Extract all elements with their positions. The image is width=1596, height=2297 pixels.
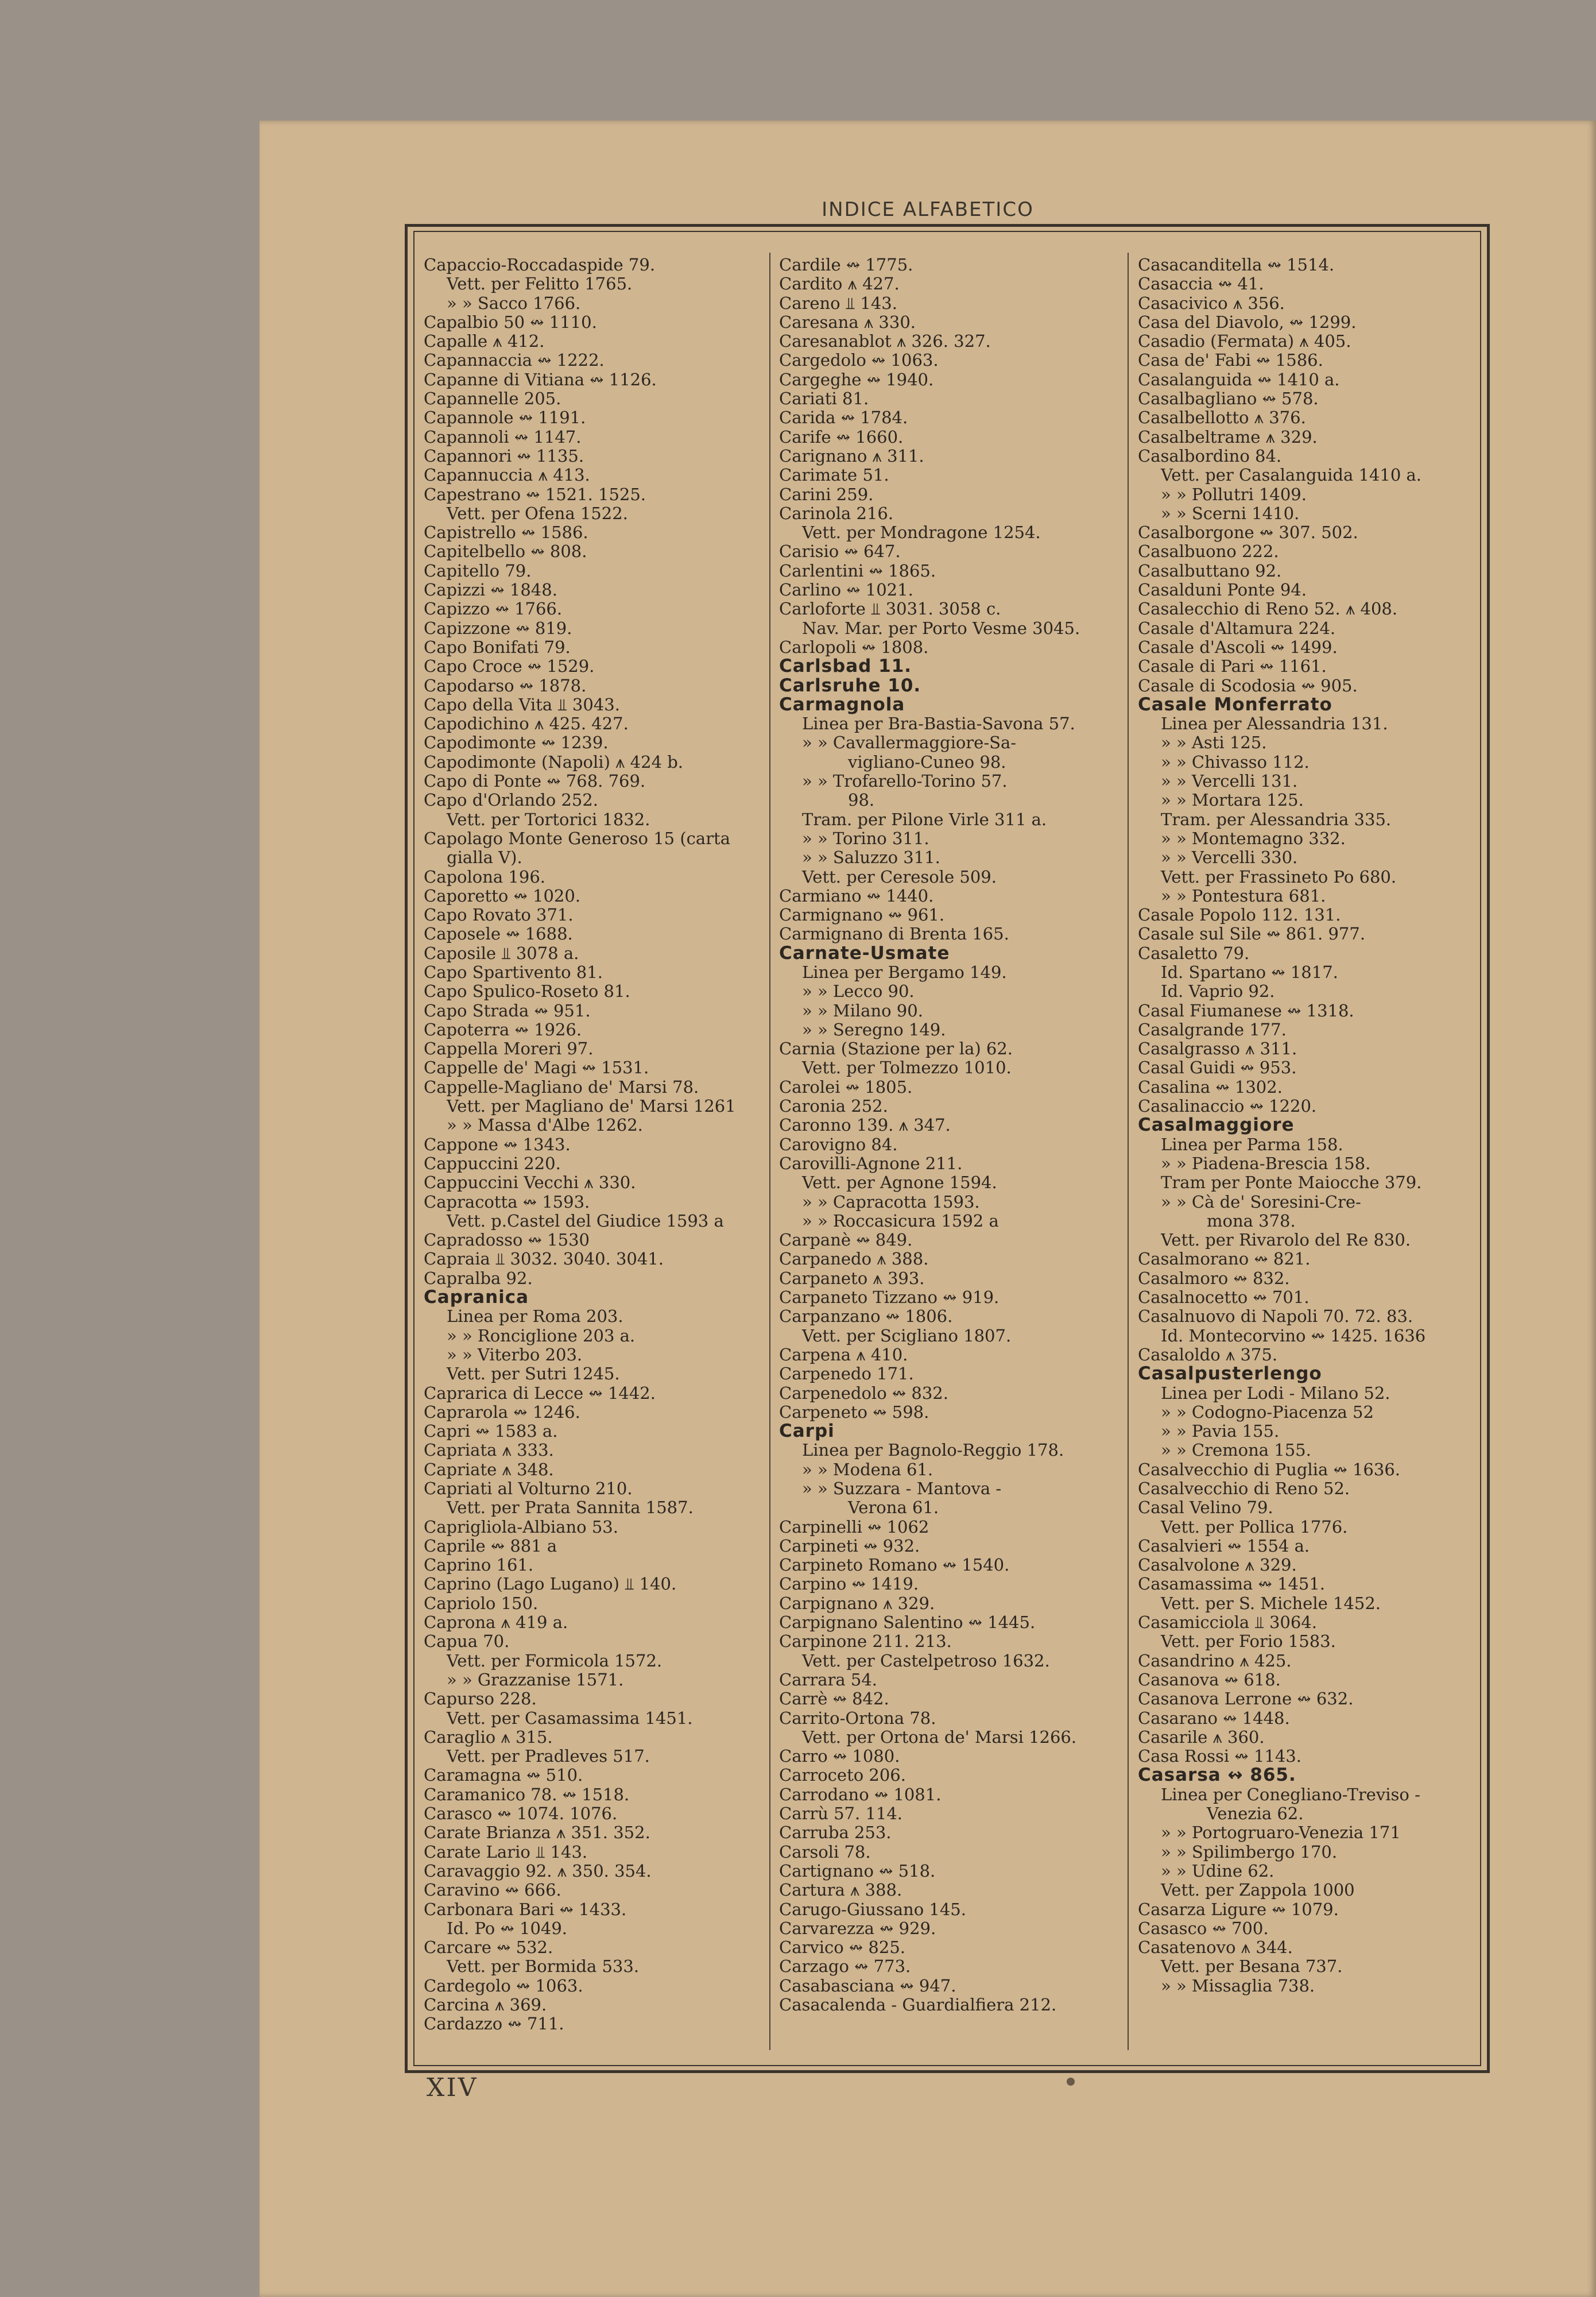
index-entry: » » Vercelli 131. — [1161, 772, 1298, 791]
index-entry: Caposele ↭ 1688. — [424, 925, 573, 944]
index-entry: Casalvecchio di Puglia ↭ 1636. — [1138, 1460, 1400, 1479]
index-entry: Vett. per Tortorici 1832. — [447, 810, 650, 829]
index-entry: Carpignano ⩚ 329. — [779, 1594, 935, 1613]
index-entry: Casalanguida ↭ 1410 a. — [1138, 370, 1340, 389]
index-entry: Carpenedolo ↭ 832. — [779, 1383, 948, 1403]
index-entry: Capannole ↭ 1191. — [424, 408, 586, 428]
index-entry: Linea per Lodi - Milano 52. — [1161, 1383, 1390, 1403]
index-entry: Caposile ⫫ 3078 a. — [424, 943, 579, 963]
index-entry: Casacivico ⩚ 356. — [1138, 293, 1285, 313]
index-entry: » » Grazzanise 1571. — [447, 1670, 624, 1689]
index-entry: » » Piadena-Brescia 158. — [1161, 1154, 1371, 1173]
ink-spot — [1067, 2078, 1075, 2086]
index-entry: Capodimonte (Napoli) ⩚ 424 b. — [424, 752, 684, 772]
index-entry: » » Trofarello-Torino 57. — [802, 772, 1008, 791]
index-entry: Id. Po ↭ 1049. — [447, 1919, 568, 1938]
index-entry: Careno ⫫ 143. — [779, 293, 897, 313]
index-entry: Caprile ↭ 881 a — [424, 1536, 557, 1556]
index-entry: Casaletto 79. — [1138, 943, 1250, 963]
index-entry: Capolona 196. — [424, 867, 545, 887]
index-entry: Casalborgone ↭ 307. 502. — [1138, 523, 1358, 543]
index-entry: Casal Velino 79. — [1138, 1498, 1273, 1518]
index-entry: Carpignano Salentino ↭ 1445. — [779, 1613, 1036, 1633]
index-entry: Cardegolo ↭ 1063. — [424, 1976, 583, 1996]
page-header: INDICE ALFABETICO — [822, 198, 1034, 221]
index-entry: Caprigliola-Albiano 53. — [424, 1517, 618, 1537]
index-entry: Vett. per Tolmezzo 1010. — [802, 1058, 1012, 1078]
index-entry: Casarza Ligure ↭ 1079. — [1138, 1900, 1339, 1919]
index-entry: Cardile ↭ 1775. — [779, 256, 913, 274]
index-entry: » » Viterbo 203. — [447, 1345, 583, 1364]
index-entry: Caprino 161. — [424, 1556, 534, 1575]
index-entry: Capitelbello ↭ 808. — [424, 542, 587, 562]
index-entry: » » Asti 125. — [1161, 733, 1267, 753]
index-entry: Capo Croce ↭ 1529. — [424, 657, 595, 676]
index-entry: Casabasciana ↭ 947. — [779, 1976, 956, 1996]
index-entry: » » Chivasso 112. — [1161, 752, 1310, 772]
index-entry: Carsoli 78. — [779, 1842, 871, 1862]
index-entry: Vett. per Formicola 1572. — [447, 1651, 663, 1670]
index-entry: Cartignano ↭ 518. — [779, 1861, 936, 1881]
index-entry: Casale Popolo 112. 131. — [1138, 906, 1341, 925]
index-entry: Cartura ⩚ 388. — [779, 1881, 902, 1900]
index-entry: Vett. per Castelpetroso 1632. — [802, 1651, 1050, 1670]
index-entry: Carimate 51. — [779, 466, 889, 485]
index-entry: Carro ↭ 1080. — [779, 1747, 900, 1766]
index-entry: Casasco ↭ 700. — [1138, 1919, 1269, 1938]
index-entry: Capistrello ↭ 1586. — [424, 523, 588, 543]
index-entry: Carrito-Ortona 78. — [779, 1708, 936, 1728]
index-entry: Casanova Lerrone ↭ 632. — [1138, 1689, 1354, 1709]
index-entry: Vett. per Pollica 1776. — [1161, 1517, 1348, 1537]
index-heading: Carnate-Usmate — [779, 943, 950, 963]
index-entry: Caraglio ⩚ 315. — [424, 1727, 553, 1747]
index-entry: Casalecchio di Reno 52. ⩚ 408. — [1138, 600, 1398, 619]
column-divider — [769, 253, 770, 2050]
index-entry: Casale d'Altamura 224. — [1138, 618, 1336, 638]
index-entry: Caprino (Lago Lugano) ⫫ 140. — [424, 1575, 677, 1594]
index-entry: Vett. per Bormida 533. — [447, 1957, 640, 1977]
index-entry: Vett. per Magliano de' Marsi 1261 — [447, 1097, 736, 1116]
index-entry: Capestrano ↭ 1521. 1525. — [424, 485, 646, 504]
index-entry: Casale di Scodosia ↭ 905. — [1138, 676, 1358, 695]
index-entry: Casale sul Sile ↭ 861. 977. — [1138, 925, 1366, 944]
index-entry: Carnia (Stazione per la) 62. — [779, 1039, 1013, 1059]
index-entry: Carpenedo 171. — [779, 1364, 914, 1384]
index-entry: Casa Rossi ↭ 1143. — [1138, 1747, 1301, 1766]
index-heading: Casale Monferrato — [1138, 695, 1332, 715]
index-entry: Vett. per S. Michele 1452. — [1161, 1594, 1381, 1613]
index-entry: Capizzo ↭ 1766. — [424, 600, 563, 619]
index-entry: Carida ↭ 1784. — [779, 408, 908, 428]
index-entry: Vett. per Zappola 1000 — [1161, 1881, 1355, 1900]
index-entry: Carugo-Giussano 145. — [779, 1900, 966, 1919]
index-entry: » » Torino 311. — [802, 829, 929, 848]
index-entry: Carpineto Romano ↭ 1540. — [779, 1556, 1010, 1575]
index-entry: Vett. per Forio 1583. — [1161, 1632, 1336, 1652]
index-heading: Carlsbad 11. — [779, 657, 912, 676]
index-entry: Vett. per Casamassima 1451. — [447, 1708, 693, 1728]
index-entry: Capo di Ponte ↭ 768. 769. — [424, 772, 646, 791]
index-entry: Caprarica di Lecce ↭ 1442. — [424, 1383, 656, 1403]
index-entry: Caresanablot ⩚ 326. 327. — [779, 332, 991, 351]
index-entry: Caravaggio 92. ⩚ 350. 354. — [424, 1861, 652, 1881]
index-entry: Carcare ↭ 532. — [424, 1938, 553, 1958]
index-entry: Casalmorano ↭ 821. — [1138, 1250, 1311, 1269]
index-entry: 98. — [848, 791, 875, 810]
index-entry: Casalbordino 84. — [1138, 446, 1282, 466]
index-entry: Vett. per Casalanguida 1410 a. — [1161, 466, 1422, 485]
index-entry: Carvarezza ↭ 929. — [779, 1919, 936, 1938]
index-entry: Cardito ⩚ 427. — [779, 274, 900, 294]
index-heading: Capranica — [424, 1288, 529, 1308]
index-entry: Carini 259. — [779, 485, 874, 504]
index-entry: Carolei ↭ 1805. — [779, 1077, 913, 1097]
index-entry: Capoterra ↭ 1926. — [424, 1020, 582, 1039]
index-entry: Id. Montecorvino ↭ 1425. 1636 — [1161, 1326, 1426, 1345]
index-entry: » » Cà de' Soresini-Cre- — [1161, 1192, 1361, 1212]
index-entry: » » Cavallermaggiore-Sa- — [802, 733, 1017, 753]
index-entry: » » Mortara 125. — [1161, 791, 1304, 810]
index-entry: Caprarola ↭ 1246. — [424, 1402, 580, 1422]
index-column-1 — [424, 256, 762, 2034]
index-entry: Capriati al Volturno 210. — [424, 1479, 633, 1498]
index-entry: Capodimonte ↭ 1239. — [424, 733, 609, 753]
index-entry: Verona 61. — [848, 1498, 939, 1518]
index-entry: Carpaneto Tizzano ↭ 919. — [779, 1288, 1000, 1308]
index-entry: Linea per Parma 158. — [1161, 1135, 1343, 1154]
index-entry: Vett. p.Castel del Giudice 1593 a — [447, 1211, 724, 1231]
index-entry: Carasco ↭ 1074. 1076. — [424, 1804, 618, 1824]
index-entry: Carpanzano ↭ 1806. — [779, 1307, 953, 1327]
index-entry: Vett. per Besana 737. — [1161, 1957, 1343, 1977]
index-entry: Capo Rovato 371. — [424, 906, 574, 925]
index-entry: Capralba 92. — [424, 1269, 533, 1288]
index-entry: Vett. per Pradleves 517. — [447, 1747, 650, 1766]
index-entry: vigliano-Cuneo 98. — [848, 752, 1006, 772]
index-entry: Id. Spartano ↭ 1817. — [1161, 962, 1338, 982]
index-entry: Carmignano di Brenta 165. — [779, 925, 1009, 944]
index-entry: Cariati 81. — [779, 389, 869, 409]
index-entry: Carrù 57. 114. — [779, 1804, 903, 1824]
index-entry: Capannori ↭ 1135. — [424, 446, 584, 466]
index-column-3 — [1138, 256, 1477, 1996]
index-entry: » » Milano 90. — [802, 1001, 923, 1020]
index-entry: Linea per Bagnolo-Reggio 178. — [802, 1441, 1064, 1460]
index-entry: mona 378. — [1207, 1211, 1296, 1231]
index-entry: Cappelle de' Magi ↭ 1531. — [424, 1058, 649, 1078]
index-entry: Linea per Roma 203. — [447, 1307, 623, 1327]
index-entry: Linea per Conegliano-Treviso - — [1161, 1785, 1420, 1804]
index-entry: Capriata ⩚ 333. — [424, 1441, 554, 1460]
index-entry: Capodarso ↭ 1878. — [424, 676, 587, 695]
index-entry: Vett. per Frassineto Po 680. — [1161, 867, 1397, 887]
index-entry: Carloforte ⫫ 3031. 3058 c. — [779, 600, 1001, 619]
index-entry: Casa del Diavolo, ↭ 1299. — [1138, 312, 1357, 332]
index-entry: Casalbuttano 92. — [1138, 561, 1282, 581]
index-entry: Casadio (Fermata) ⩚ 405. — [1138, 332, 1351, 351]
index-entry: Capolago Monte Generoso 15 (carta — [424, 829, 730, 848]
index-entry: Casarano ↭ 1448. — [1138, 1708, 1290, 1728]
index-entry: » » Pontestura 681. — [1161, 886, 1326, 906]
index-entry: Carvico ↭ 825. — [779, 1938, 906, 1958]
index-entry: Casalvolone ⩚ 329. — [1138, 1556, 1297, 1575]
index-entry: gialla V). — [447, 848, 522, 868]
index-entry: Caresana ⩚ 330. — [779, 312, 916, 332]
index-entry: Carbonara Bari ↭ 1433. — [424, 1900, 627, 1919]
index-entry: Cappone ↭ 1343. — [424, 1135, 571, 1154]
index-entry: Carlentini ↭ 1865. — [779, 561, 936, 581]
index-entry: Casal Fiumanese ↭ 1318. — [1138, 1001, 1354, 1020]
index-entry: Casale d'Ascoli ↭ 1499. — [1138, 637, 1338, 657]
index-entry: Casalinaccio ↭ 1220. — [1138, 1097, 1317, 1116]
index-entry: Venezia 62. — [1207, 1804, 1304, 1824]
index-entry: » » Modena 61. — [802, 1460, 933, 1479]
index-entry: Vett. per Prata Sannita 1587. — [447, 1498, 694, 1518]
index-entry: Casaloldo ⩚ 375. — [1138, 1345, 1278, 1364]
index-entry: Casandrino ⩚ 425. — [1138, 1651, 1292, 1670]
index-entry: Capo Spulico-Roseto 81. — [424, 982, 630, 1001]
index-entry: Linea per Bergamo 149. — [802, 962, 1007, 982]
index-entry: Casalvieri ↭ 1554 a. — [1138, 1536, 1310, 1556]
index-entry: Cappuccini 220. — [424, 1154, 561, 1173]
index-entry: Carpinelli ↭ 1062 — [779, 1517, 929, 1537]
index-entry: » » Codogno-Piacenza 52 — [1161, 1402, 1374, 1422]
index-entry: Carate Lario ⫫ 143. — [424, 1842, 588, 1862]
index-entry: Cardazzo ↭ 711. — [424, 2014, 564, 2034]
column-divider — [1128, 253, 1129, 2050]
index-entry: Carife ↭ 1660. — [779, 427, 904, 447]
index-entry: Vett. per Ortona de' Marsi 1266. — [802, 1727, 1077, 1747]
index-entry: Casalduni Ponte 94. — [1138, 581, 1307, 600]
index-entry: Vett. per Rivarolo del Re 830. — [1161, 1231, 1411, 1250]
index-entry: Capalbio 50 ↭ 1110. — [424, 312, 597, 332]
index-entry: Casa de' Fabi ↭ 1586. — [1138, 351, 1323, 370]
index-entry: Casalina ↭ 1302. — [1138, 1077, 1283, 1097]
index-entry: Capizzi ↭ 1848. — [424, 581, 557, 600]
index-entry: Vett. per Felitto 1765. — [447, 274, 633, 294]
index-entry: Capo Bonifati 79. — [424, 637, 571, 657]
index-entry: » » Roccasicura 1592 a — [802, 1211, 999, 1231]
index-heading: Carlsruhe 10. — [779, 676, 921, 695]
index-entry: Vett. per Ofena 1522. — [447, 504, 628, 523]
index-entry: Capizzone ↭ 819. — [424, 618, 572, 638]
index-entry: » » Spilimbergo 170. — [1161, 1842, 1338, 1862]
index-entry: Carlopoli ↭ 1808. — [779, 637, 929, 657]
index-entry: Carrodano ↭ 1081. — [779, 1785, 942, 1804]
index-entry: Casalbuono 222. — [1138, 542, 1279, 562]
index-entry: » » Seregno 149. — [802, 1020, 946, 1039]
index-entry: » » Lecco 90. — [802, 982, 915, 1001]
index-entry: Carrè ↭ 842. — [779, 1689, 889, 1709]
index-entry: Casamicciola ⫫ 3064. — [1138, 1613, 1317, 1633]
index-entry: Carcina ⩚ 369. — [424, 1996, 547, 2015]
index-entry: Carrara 54. — [779, 1670, 877, 1689]
index-entry: Casalgrande 177. — [1138, 1020, 1287, 1039]
index-entry: Capannaccia ↭ 1222. — [424, 351, 605, 370]
index-heading: Casarsa ↭ 865. — [1138, 1766, 1296, 1785]
index-entry: Carpaneto ⩚ 393. — [779, 1269, 925, 1288]
index-entry: Carisio ↭ 647. — [779, 542, 901, 562]
index-entry: Carruba 253. — [779, 1823, 892, 1843]
index-entry: Casal Guidi ↭ 953. — [1138, 1058, 1297, 1078]
index-entry: Casaccia ↭ 41. — [1138, 274, 1264, 294]
index-entry: Carpena ⩚ 410. — [779, 1345, 908, 1364]
index-entry: Linea per Alessandria 131. — [1161, 714, 1388, 734]
index-entry: Vett. per Scigliano 1807. — [802, 1326, 1012, 1345]
index-column-2 — [779, 256, 1118, 2014]
index-entry: Carpanedo ⩚ 388. — [779, 1250, 929, 1269]
index-entry: Casalbagliano ↭ 578. — [1138, 389, 1319, 409]
index-entry: Carpeneto ↭ 598. — [779, 1402, 929, 1422]
index-entry: Capo della Vita ⫫ 3043. — [424, 695, 620, 714]
index-entry: Carpino ↭ 1419. — [779, 1575, 919, 1594]
index-entry: Casalnuovo di Napoli 70. 72. 83. — [1138, 1307, 1413, 1327]
index-entry: Caramanico 78. ↭ 1518. — [424, 1785, 630, 1804]
index-entry: Carinola 216. — [779, 504, 894, 523]
index-entry: Capaccio-Roccadaspide 79. — [424, 256, 656, 274]
index-entry: Capua 70. — [424, 1632, 510, 1652]
index-entry: Capriolo 150. — [424, 1594, 539, 1613]
index-entry: Capurso 228. — [424, 1689, 537, 1709]
index-entry: Caronno 139. ⩚ 347. — [779, 1116, 951, 1135]
index-entry: Casalnocetto ↭ 701. — [1138, 1288, 1310, 1308]
index-entry: » » Capracotta 1593. — [802, 1192, 980, 1212]
index-entry: Nav. Mar. per Porto Vesme 3045. — [802, 618, 1080, 638]
index-entry: Casale di Pari ↭ 1161. — [1138, 657, 1327, 676]
index-entry: Capo d'Orlando 252. — [424, 791, 598, 810]
index-entry: Cappelle-Magliano de' Marsi 78. — [424, 1077, 699, 1097]
index-entry: » » Vercelli 330. — [1161, 848, 1298, 868]
index-entry: Capo Spartivento 81. — [424, 962, 603, 982]
index-entry: Carpanè ↭ 849. — [779, 1231, 913, 1250]
index-entry: Linea per Bra-Bastia-Savona 57. — [802, 714, 1075, 734]
index-entry: Caramagna ↭ 510. — [424, 1766, 583, 1785]
index-entry: Capriate ⩚ 348. — [424, 1460, 554, 1479]
index-entry: Caronia 252. — [779, 1097, 888, 1116]
index-entry: Cappella Moreri 97. — [424, 1039, 594, 1059]
index-entry: » » Massa d'Albe 1262. — [447, 1116, 643, 1135]
index-entry: » » Pollutri 1409. — [1161, 485, 1307, 504]
index-entry: Capannoli ↭ 1147. — [424, 427, 582, 447]
index-entry: Casamassima ↭ 1451. — [1138, 1575, 1326, 1594]
index-heading: Carmagnola — [779, 695, 905, 715]
index-entry: Carignano ⩚ 311. — [779, 446, 924, 466]
index-entry: Carate Brianza ⩚ 351. 352. — [424, 1823, 650, 1843]
index-entry: Carroceto 206. — [779, 1766, 906, 1785]
index-entry: » » Ronciglione 203 a. — [447, 1326, 636, 1345]
index-entry: » » Cremona 155. — [1161, 1441, 1311, 1460]
index-entry: Tram per Ponte Maiocche 379. — [1161, 1173, 1422, 1193]
index-entry: Casalmoro ↭ 832. — [1138, 1269, 1290, 1288]
index-entry: Casalvecchio di Reno 52. — [1138, 1479, 1350, 1498]
index-entry: Cappuccini Vecchi ⩚ 330. — [424, 1173, 636, 1193]
index-entry: Cargedolo ↭ 1063. — [779, 351, 939, 370]
index-entry: Carmiano ↭ 1440. — [779, 886, 934, 906]
index-heading: Casalmaggiore — [1138, 1116, 1295, 1135]
index-entry: Capraia ⫫ 3032. 3040. 3041. — [424, 1250, 664, 1269]
index-entry: Vett. per Mondragone 1254. — [802, 523, 1041, 543]
index-entry: Capanne di Vitiana ↭ 1126. — [424, 370, 657, 389]
index-entry: Carzago ↭ 773. — [779, 1957, 911, 1977]
index-entry: » » Sacco 1766. — [447, 293, 581, 313]
index-entry: » » Saluzzo 311. — [802, 848, 940, 868]
index-entry: Id. Vaprio 92. — [1161, 982, 1275, 1001]
index-entry: » » Udine 62. — [1161, 1861, 1275, 1881]
index-entry: Capitello 79. — [424, 561, 532, 581]
index-entry: Casalgrasso ⩚ 311. — [1138, 1039, 1297, 1059]
index-entry: Capannelle 205. — [424, 389, 561, 409]
index-entry: Capannuccia ⩚ 413. — [424, 466, 590, 485]
index-entry: Casacalenda - Guardialfiera 212. — [779, 1996, 1057, 2015]
index-entry: Capalle ⩚ 412. — [424, 332, 545, 351]
index-entry: Capri ↭ 1583 a. — [424, 1422, 558, 1441]
index-entry: Capodichino ⩚ 425. 427. — [424, 714, 629, 734]
index-entry: » » Scerni 1410. — [1161, 504, 1300, 523]
index-entry: Casalbellotto ⩚ 376. — [1138, 408, 1306, 428]
index-entry: Capradosso ↭ 1530 — [424, 1231, 590, 1250]
index-entry: Carpineti ↭ 932. — [779, 1536, 920, 1556]
index-entry: Capo Strada ↭ 951. — [424, 1001, 591, 1020]
index-entry: Casarile ⩚ 360. — [1138, 1727, 1265, 1747]
index-entry: » » Portogruaro-Venezia 171 — [1161, 1823, 1401, 1843]
index-entry: Vett. per Ceresole 509. — [802, 867, 997, 887]
index-heading: Carpi — [779, 1422, 835, 1441]
index-entry: Carmignano ↭ 961. — [779, 906, 945, 925]
index-entry: Carpinone 211. 213. — [779, 1632, 952, 1652]
index-entry: Tram. per Alessandria 335. — [1161, 810, 1392, 829]
index-entry: Vett. per Sutri 1245. — [447, 1364, 620, 1384]
index-entry: Casanova ↭ 618. — [1138, 1670, 1281, 1689]
index-entry: Casacanditella ↭ 1514. — [1138, 256, 1335, 274]
index-entry: Carovigno 84. — [779, 1135, 898, 1154]
index-entry: Caprona ⩚ 419 a. — [424, 1613, 568, 1633]
page-number: XIV — [427, 2073, 478, 2102]
index-heading: Casalpusterlengo — [1138, 1364, 1322, 1384]
index-entry: Capracotta ↭ 1593. — [424, 1192, 590, 1212]
index-entry: » » Montemagno 332. — [1161, 829, 1346, 848]
index-entry: Casatenovo ⩚ 344. — [1138, 1938, 1293, 1958]
index-entry: Vett. per Agnone 1594. — [802, 1173, 997, 1193]
index-entry: Carlino ↭ 1021. — [779, 581, 913, 600]
index-entry: » » Missaglia 738. — [1161, 1976, 1315, 1996]
index-entry: Carovilli-Agnone 211. — [779, 1154, 963, 1173]
index-entry: Caporetto ↭ 1020. — [424, 886, 581, 906]
index-entry: » » Suzzara - Mantova - — [802, 1479, 1002, 1498]
index-entry: Caravino ↭ 666. — [424, 1881, 561, 1900]
index-entry: Casalbeltrame ⩚ 329. — [1138, 427, 1318, 447]
index-entry: Cargeghe ↭ 1940. — [779, 370, 934, 389]
index-entry: Tram. per Pilone Virle 311 a. — [802, 810, 1047, 829]
index-entry: » » Pavia 155. — [1161, 1422, 1280, 1441]
